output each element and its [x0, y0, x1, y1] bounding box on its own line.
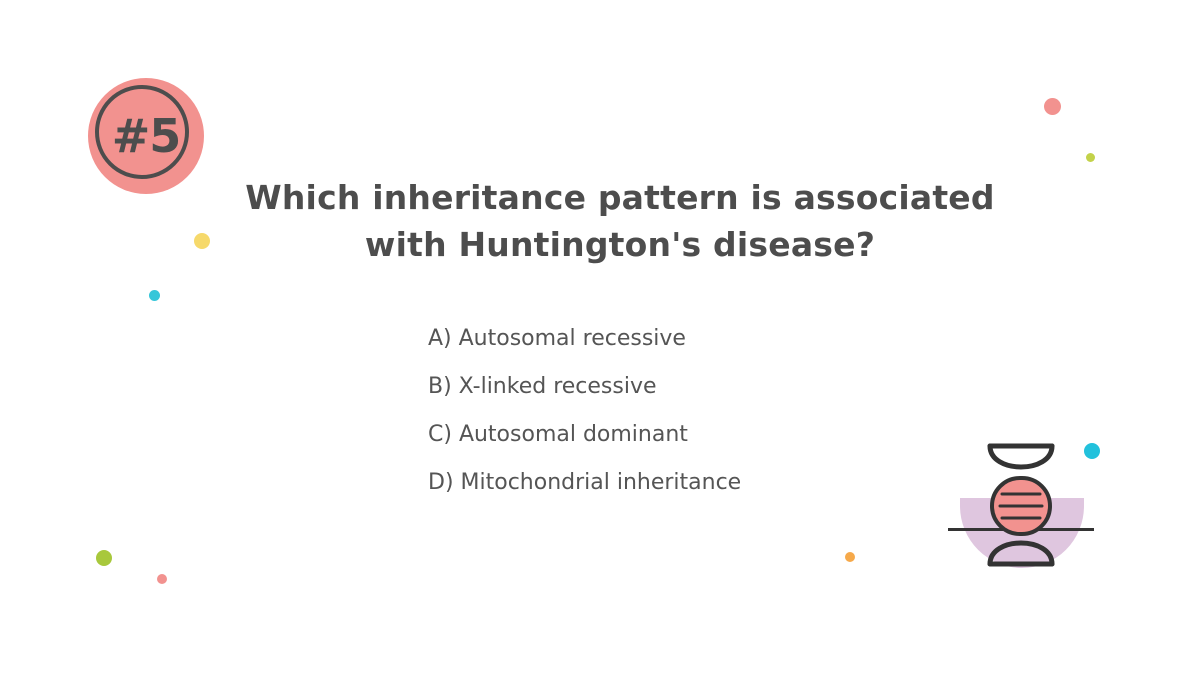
question-title: Which inheritance pattern is associated with Huntington's disease?: [245, 178, 995, 264]
question-number-badge: [88, 78, 204, 194]
dot-green-bottom-left: [96, 550, 112, 566]
answer-option-c[interactable]: C) Autosomal dominant: [428, 422, 688, 447]
answer-option-a[interactable]: A) Autosomal recessive: [428, 326, 686, 351]
dna-helix-icon: [976, 440, 1066, 570]
dot-salmon-top-right: [1044, 98, 1061, 115]
question-number-label: #5: [111, 109, 181, 163]
dot-salmon-bottom-left: [157, 574, 167, 584]
answer-option-b[interactable]: B) X-linked recessive: [428, 374, 657, 399]
answer-option-d[interactable]: D) Mitochondrial inheritance: [428, 470, 742, 495]
dna-illustration: [948, 432, 1094, 582]
dot-orange-bottom: [845, 552, 855, 562]
answer-options-list: [428, 328, 1028, 520]
dot-yellowgreen-right: [1086, 153, 1095, 162]
dot-cyan-left: [149, 290, 160, 301]
